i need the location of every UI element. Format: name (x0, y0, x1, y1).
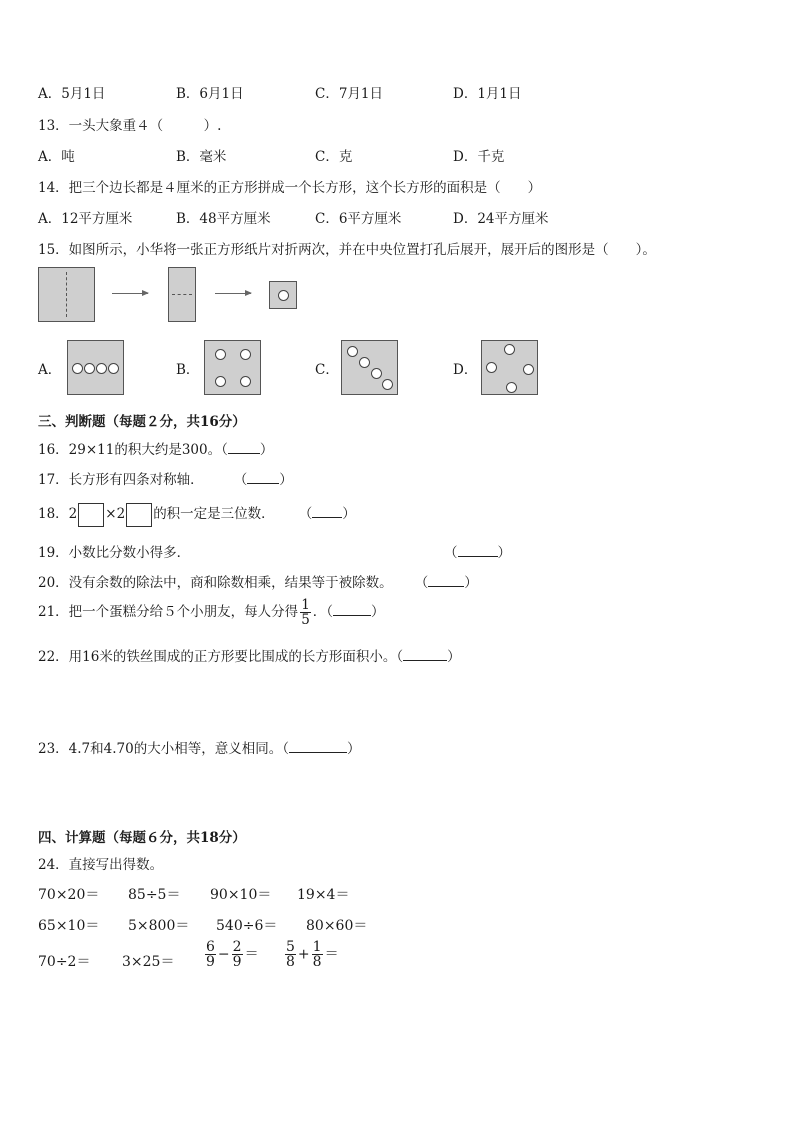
hole-icon (359, 357, 370, 368)
q18-open: （ (298, 506, 313, 522)
q20-text: 20．没有余数的除法中，商和除数相乘，结果等于被除数。 (38, 575, 393, 591)
q17-text: 17．长方形有四条对称轴． (38, 472, 204, 488)
q12-option-d: D．1月1日 (453, 86, 522, 102)
operator: − (217, 946, 230, 963)
q13-stem: 13．一头大象重４（ ）. (38, 118, 222, 134)
equals-sign: ＝ (324, 946, 339, 963)
q21 (38, 598, 385, 627)
calc-expression: 3×25＝ (122, 954, 175, 970)
hole-icon (278, 290, 289, 301)
q13-option-c: C．克 (315, 149, 353, 165)
fold-line-horizontal (172, 294, 192, 295)
answer-blank[interactable] (289, 740, 347, 753)
q17-open: （ (233, 472, 248, 488)
q17 (38, 468, 293, 488)
fraction-expression-1 (203, 940, 259, 969)
q15-option-d-figure (481, 340, 538, 395)
q18-text-a: 18．2 (38, 506, 78, 522)
answer-blank[interactable] (403, 648, 447, 661)
q15-option-a-label: A． (38, 362, 62, 378)
hole-icon (215, 376, 226, 387)
q15-option-b-label: B． (176, 362, 200, 378)
fraction-one-fifth (300, 598, 311, 627)
fraction-expression-2 (283, 940, 339, 969)
hole-icon (96, 363, 107, 374)
q19-text: 19．小数比分数小得多． (38, 545, 191, 561)
q17-close: ） (279, 472, 293, 488)
hole-icon (523, 364, 534, 375)
q12-option-c: C．7月1日 (315, 86, 384, 102)
hole-icon (72, 363, 83, 374)
fraction (285, 940, 296, 969)
fraction-denominator: 9 (232, 954, 242, 970)
q12-option-b: B．6月1日 (176, 86, 244, 102)
fraction-numerator: 2 (232, 939, 242, 955)
hole-icon (371, 368, 382, 379)
digit-box[interactable] (78, 503, 104, 527)
answer-blank[interactable] (428, 574, 464, 587)
q14-option-a: A．12平方厘米 (38, 211, 133, 227)
calc-expression: 19×4＝ (297, 887, 350, 903)
q15-option-c-figure (341, 340, 398, 395)
arrow-right-icon (215, 293, 251, 294)
section-4-title: 四、计算题（每题６分，共18分） (38, 830, 246, 846)
q15-option-b-figure (204, 340, 261, 395)
fraction-denominator: 8 (286, 954, 295, 970)
q13-option-d: D．千克 (453, 149, 505, 165)
unfolded-square-figure (38, 267, 95, 322)
half-folded-figure (168, 267, 196, 322)
q13-option-b: B．毫米 (176, 149, 227, 165)
equals-sign: ＝ (244, 946, 259, 963)
answer-blank[interactable] (312, 505, 342, 518)
hole-icon (504, 344, 515, 355)
q14-option-b: B．48平方厘米 (176, 211, 271, 227)
q23-text: 23．4.7和4.70的大小相等，意义相同。（ (38, 741, 289, 757)
q23 (38, 737, 360, 757)
q16-close: ） (259, 442, 274, 458)
fraction (232, 940, 243, 969)
q12-option-a: A．5月1日 (38, 86, 106, 102)
calc-expression: 70÷2＝ (38, 954, 91, 970)
q15-option-d-label: D． (453, 362, 478, 378)
q19-open: （ (444, 545, 458, 561)
q19-answer (444, 541, 511, 561)
q16 (38, 438, 273, 458)
punched-folded-figure (269, 281, 297, 309)
hole-icon (382, 379, 393, 390)
digit-box[interactable] (126, 503, 152, 527)
calc-expression: 90×10＝ (210, 887, 272, 903)
q22-close: ） (447, 649, 461, 665)
answer-blank[interactable] (458, 544, 498, 557)
fraction (312, 940, 323, 969)
fraction-numerator: 5 (286, 939, 295, 955)
q21-close: ） (371, 604, 385, 620)
q15-stem: 15．如图所示，小华将一张正方形纸片对折两次，并在中央位置打孔后展开，展开后的图形是（ ）。 (38, 242, 656, 258)
hole-icon (84, 363, 95, 374)
q14-option-d: D．24平方厘米 (453, 211, 549, 227)
q18 (38, 502, 356, 527)
q14-stem: 14．把三个边长都是４厘米的正方形拼成一个长方形，这个长方形的面积是（ ） (38, 180, 542, 196)
q23-close: ） (346, 741, 361, 757)
fold-line-vertical (66, 272, 67, 317)
answer-blank[interactable] (333, 603, 371, 616)
q21-open: ．（ (312, 604, 334, 620)
q20 (38, 571, 478, 591)
q24-stem: 24．直接写出得数。 (38, 857, 164, 873)
q13-option-a: A．吨 (38, 149, 75, 165)
hole-icon (486, 362, 497, 373)
fraction-denominator: 5 (301, 612, 310, 628)
q15-option-c-label: C． (315, 362, 339, 378)
q18-close: ） (342, 506, 356, 522)
calc-expression: 65×10＝ (38, 918, 100, 934)
q18-text-c: 的积一定是三位数． (153, 506, 275, 522)
fraction-numerator: 1 (301, 597, 310, 613)
hole-icon (215, 349, 226, 360)
fraction-numerator: 1 (312, 939, 322, 955)
q22 (38, 645, 461, 665)
q22-text: 22．用16米的铁丝围成的正方形要比围成的长方形面积小。（ (38, 649, 404, 665)
hole-icon (108, 363, 119, 374)
arrow-right-icon (112, 293, 148, 294)
calc-expression: 80×60＝ (306, 918, 368, 934)
hole-icon (506, 382, 517, 393)
calc-expression: 70×20＝ (38, 887, 100, 903)
calc-expression: 540÷6＝ (216, 918, 278, 934)
calc-expression: 5×800＝ (128, 918, 190, 934)
hole-icon (347, 346, 358, 357)
fraction-denominator: 9 (206, 954, 215, 970)
q20-close: ） (464, 575, 478, 591)
answer-blank[interactable] (247, 471, 279, 484)
fraction-denominator: 8 (312, 954, 322, 970)
hole-icon (240, 349, 251, 360)
section-3-title: 三、判断题（每题２分，共16分） (38, 414, 246, 430)
answer-blank[interactable] (228, 441, 260, 454)
q20-open: （ (414, 575, 429, 591)
q18-text-b: ×2 (105, 506, 126, 522)
q14-option-c: C．6平方厘米 (315, 211, 402, 227)
fraction (205, 940, 216, 969)
q16-text: 16．29×11的积大约是300。（ (38, 442, 228, 458)
calc-expression: 85÷5＝ (128, 887, 181, 903)
fraction-numerator: 6 (206, 939, 215, 955)
q21-text: 21．把一个蛋糕分给５个小朋友，每人分得 (38, 604, 299, 620)
q15-option-a-figure (67, 340, 124, 395)
operator: + (297, 946, 310, 963)
hole-icon (240, 376, 251, 387)
q19-close: ） (497, 545, 511, 561)
